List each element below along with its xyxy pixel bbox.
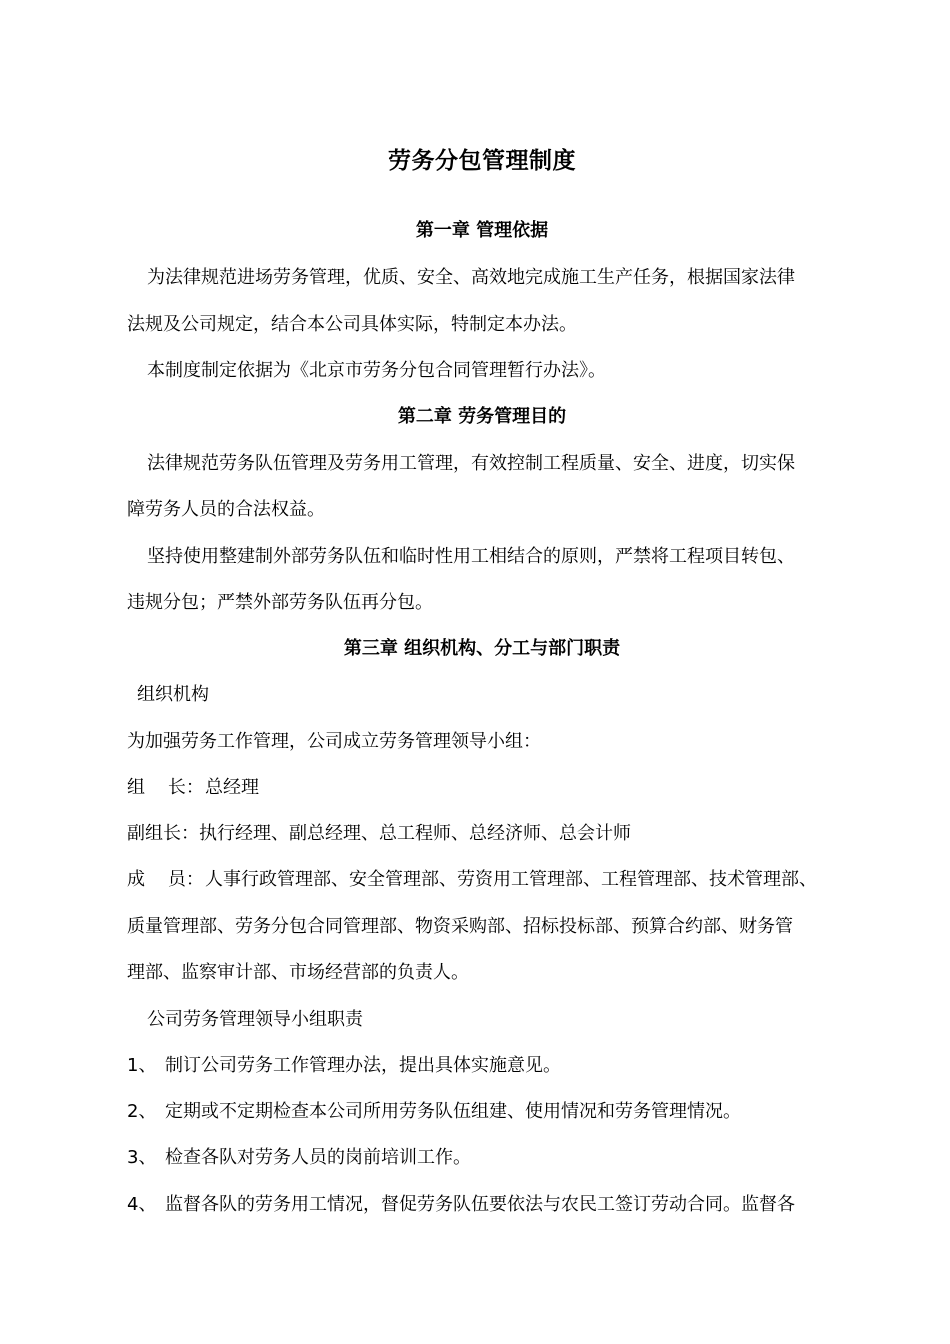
- deputy-row: [127, 820, 631, 848]
- duty-text: 监督各队的劳务用工情况，督促劳务队伍要依法与农民工签订劳动合同。监督各: [165, 1194, 795, 1215]
- member-row: [127, 866, 817, 894]
- deputy-value: 执行经理、副总经理、总工程师、总经济师、总会计师: [199, 823, 631, 844]
- chapter-2-line-1: 法律规范劳务队伍管理及劳务用工管理，有效控制工程质量、安全、进度，切实保: [147, 453, 795, 474]
- chapter-3-heading: 第三章 组织机构、分工与部门职责: [343, 638, 621, 659]
- chapter-2-line-2: 障劳务人员的合法权益。: [127, 499, 325, 520]
- duty-text: 制订公司劳务工作管理办法，提出具体实施意见。: [165, 1055, 561, 1076]
- duty-number: 1、: [127, 1055, 157, 1076]
- document-title: 劳务分包管理制度: [388, 148, 576, 174]
- chapter-2-line-4: 违规分包；严禁外部劳务队伍再分包。: [127, 592, 433, 613]
- chapter-1-line-2: 法规及公司规定，结合本公司具体实际，特制定本办法。: [127, 314, 577, 335]
- chapter-2-line-3: 坚持使用整建制外部劳务队伍和临时性用工相结合的原则，严禁将工程项目转包、: [147, 546, 795, 567]
- chapter-1-heading: 第一章 管理依据: [415, 220, 549, 241]
- leader-value: 总经理: [205, 777, 259, 798]
- member-line-1: 人事行政管理部、安全管理部、劳资用工管理部、工程管理部、技术管理部、: [205, 869, 817, 890]
- member-label: 成 员：: [127, 869, 204, 890]
- duty-text: 定期或不定期检查本公司所用劳务队伍组建、使用情况和劳务管理情况。: [165, 1101, 741, 1122]
- leader-label: 组 长：: [127, 777, 204, 798]
- deputy-label: 副组长：: [127, 823, 199, 844]
- chapter-3-subheading: 组织机构: [137, 684, 209, 705]
- chapter-1-line-3: 本制度制定依据为《北京市劳务分包合同管理暂行办法》。: [147, 360, 606, 381]
- duty-item-2: [127, 1098, 741, 1126]
- chapter-2-heading: 第二章 劳务管理目的: [397, 406, 567, 427]
- leader-row: [127, 774, 259, 802]
- member-line-2: 质量管理部、劳务分包合同管理部、物资采购部、招标投标部、预算合约部、财务管: [127, 916, 793, 937]
- duty-number: 2、: [127, 1101, 157, 1122]
- duty-text: 检查各队对劳务人员的岗前培训工作。: [165, 1147, 471, 1168]
- duty-number: 4、: [127, 1194, 157, 1215]
- duty-item-4: [127, 1191, 795, 1219]
- chapter-1-line-1: 为法律规范进场劳务管理，优质、安全、高效地完成施工生产任务，根据国家法律: [147, 267, 795, 288]
- duty-number: 3、: [127, 1147, 157, 1168]
- duty-item-1: [127, 1052, 561, 1080]
- member-line-3: 理部、监察审计部、市场经营部的负责人。: [127, 962, 469, 983]
- duties-heading: 公司劳务管理领导小组职责: [147, 1009, 363, 1030]
- duty-item-3: [127, 1144, 471, 1172]
- chapter-3-intro: 为加强劳务工作管理，公司成立劳务管理领导小组：: [127, 731, 541, 752]
